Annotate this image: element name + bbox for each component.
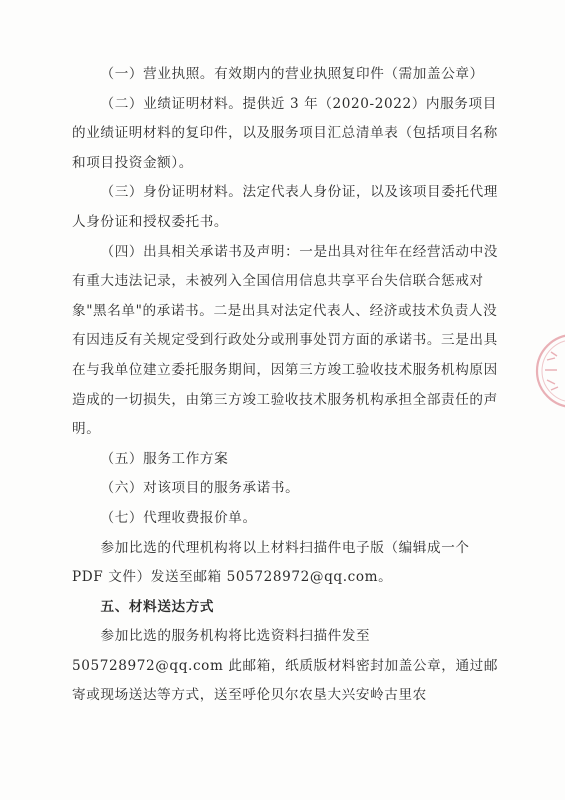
paragraph-service-plan: （五）服务工作方案 [100, 450, 229, 467]
red-seal-stamp-fragment [533, 330, 565, 412]
paragraph-service-commitment: （六）对该项目的服务承诺书。 [100, 480, 300, 497]
paragraph-fee-quote: （七）代理收费报价单。 [100, 509, 257, 526]
paragraph-identity-proof: （三）身份证明材料。法定代表人身份证，以及该项目委托代理人身份证和授权委托书。 [72, 184, 498, 230]
paragraph-performance-proof: （二）业绩证明材料。提供近 3 年（2020-2022）内服务项目的业绩证明材料的复印件，以及服务项目汇总清单表（包括项目名称和项目投资金额）。 [72, 95, 498, 171]
paragraph-business-license: （一）营业执照。有效期内的营业执照复印件（需加盖公章） [100, 66, 484, 82]
paragraph-commitment-statement: （四）出具相关承诺书及声明：一是出具对往年在经营活动中没有重大违法记录，未被列入全国信用信息共享平台失信联合惩戒对象"黑名单"的承诺书。二是出具对法定代表人、经济或技术负责人没有因违反有关规定受到行政处分或刑事处罚方面的承诺书。三是出具在与我单位建立委托服务期间，因第三方竣工验收技术服务机构原因造成的一切损失，由第三方竣工验收技术服务机构承担全部责任的声明。 [72, 243, 498, 438]
paragraph-delivery-method: 参加比选的服务机构将比选资料扫描件发至505728972@qq.com 此邮箱，纸质版材料密封加盖公章，通过邮寄或现场送达等方式，送至呼伦贝尔农垦大兴安岭古里农 [72, 628, 499, 704]
section-heading: 五、材料送达方式 [100, 598, 215, 615]
document-body [72, 60, 502, 711]
paragraph-email-submission: 参加比选的代理机构将以上材料扫描件电子版（编辑成一个 PDF 文件）发送至邮箱 505728972@qq.com。 [72, 539, 470, 586]
